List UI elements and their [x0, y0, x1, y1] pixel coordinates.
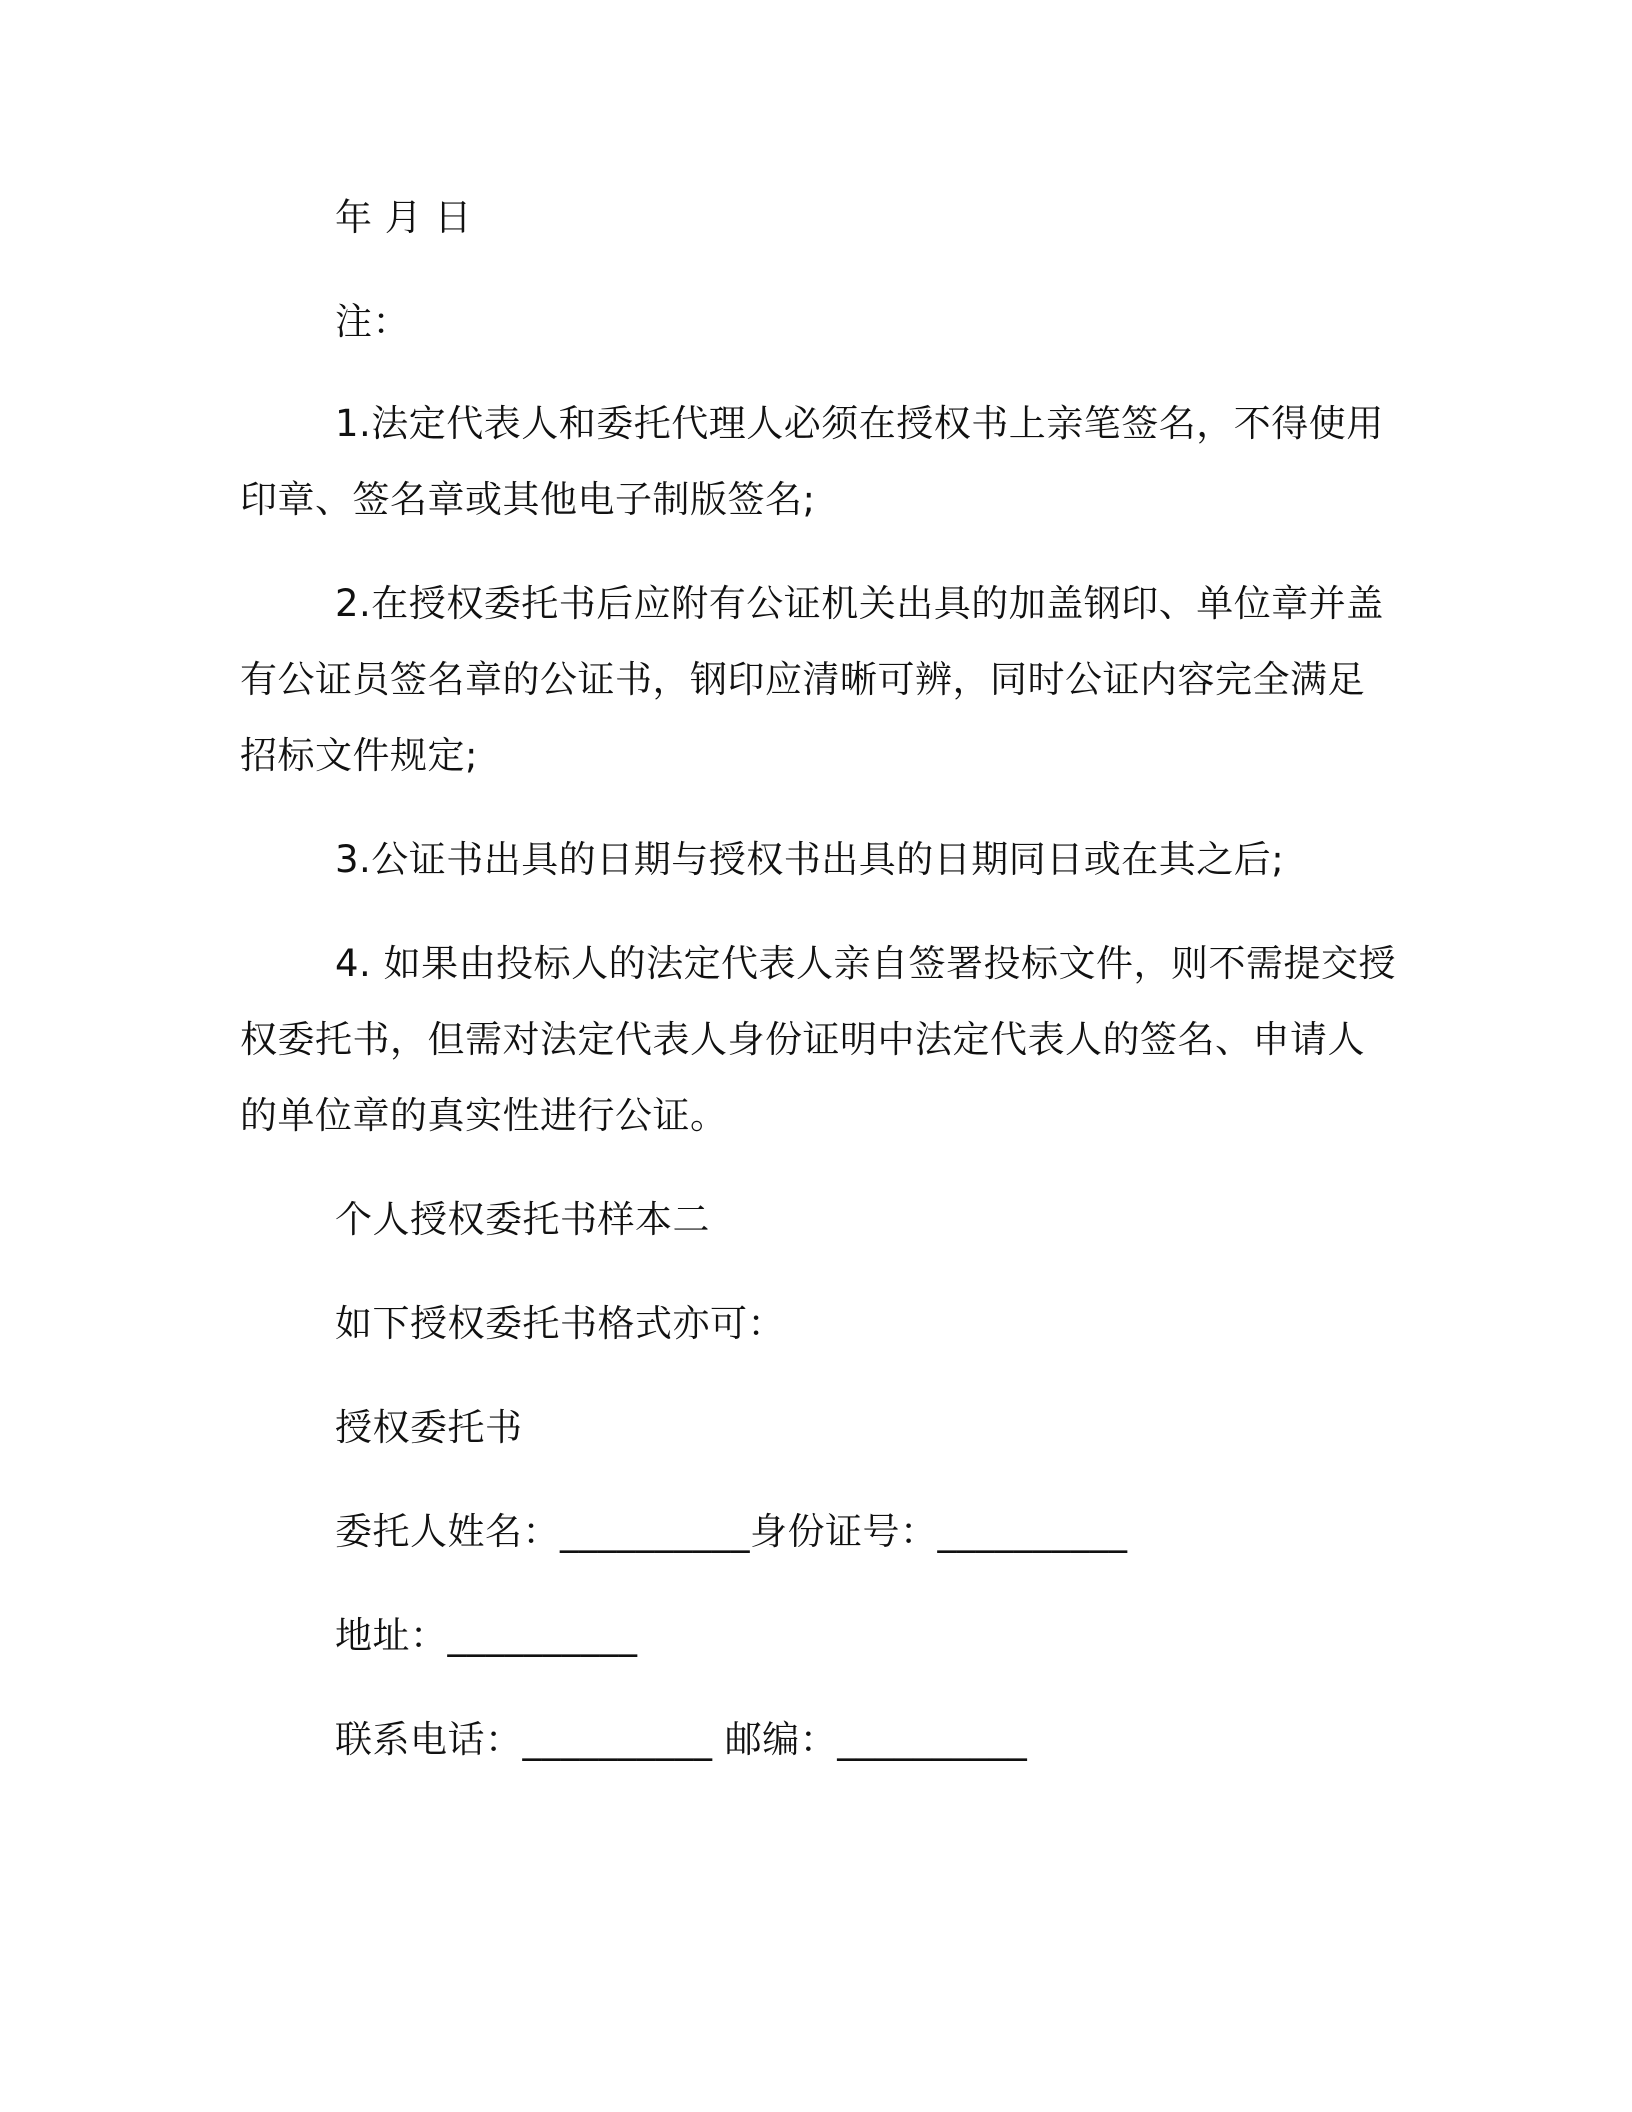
note-4-line-2: 权委托书，但需对法定代表人身份证明中法定代表人的签名、申请人: [240, 1018, 1365, 1061]
note-3-line-1: 3.公证书出具的日期与授权书出具的日期同日或在其之后;: [335, 838, 1285, 881]
note-1-line-2: 印章、签名章或其他电子制版签名;: [240, 478, 816, 521]
note-2-line-2: 有公证员签名章的公证书，钢印应清晰可辨，同时公证内容完全满足: [240, 658, 1365, 701]
note-4-line-1: 4. 如果由投标人的法定代表人亲自签署投标文件，则不需提交授: [335, 942, 1397, 985]
form-line-address: 地址：__________: [335, 1614, 638, 1657]
note-2-line-3: 招标文件规定;: [240, 734, 478, 777]
sample-title: 个人授权委托书样本二: [335, 1198, 710, 1241]
note-label: 注：: [335, 300, 410, 343]
note-2-line-1: 2.在授权委托书后应附有公证机关出具的加盖钢印、单位章并盖: [335, 582, 1384, 625]
note-1-line-1: 1.法定代表人和委托代理人必须在授权书上亲笔签名，不得使用: [335, 402, 1384, 445]
format-note: 如下授权委托书格式亦可：: [335, 1302, 785, 1345]
note-4-line-3: 的单位章的真实性进行公证。: [240, 1094, 728, 1137]
date-line: 年 月 日: [335, 196, 473, 239]
form-line-principal: 委托人姓名：__________身份证号：__________: [335, 1510, 1128, 1553]
form-title: 授权委托书: [335, 1406, 523, 1449]
form-line-contact: 联系电话：__________ 邮编：__________: [335, 1718, 1028, 1761]
